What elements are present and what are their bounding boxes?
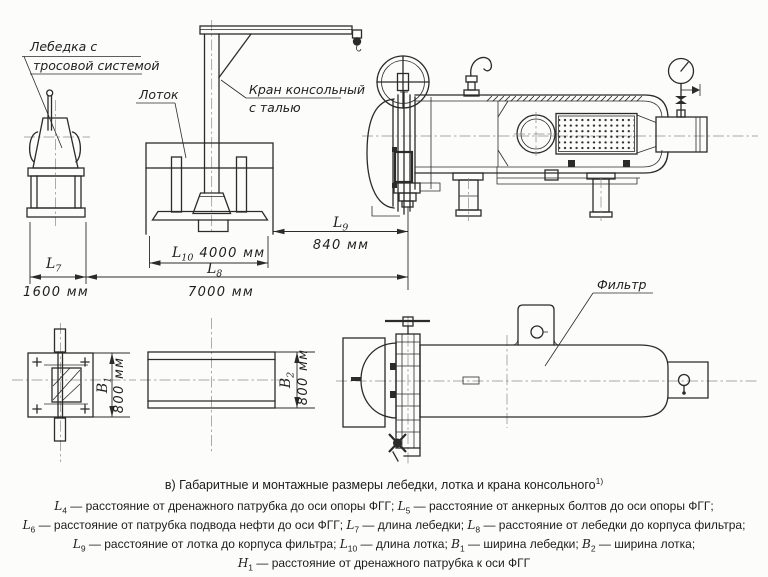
manhole: [514, 112, 558, 156]
dim-L8-value: 7000 мм: [188, 285, 254, 300]
winch-front-view: [24, 90, 90, 226]
vessel-side-view: [362, 56, 758, 221]
filter-label: [545, 277, 653, 366]
drain-nozzle: [394, 183, 440, 207]
dim-L10-label: $L_{10}$ 4000 мм: [172, 245, 266, 264]
tray-crane-front-view: [146, 20, 362, 234]
support-leg-right: [587, 173, 615, 221]
leader-labels: [22, 39, 653, 366]
svg-text:Лебедка с: Лебедка с: [30, 39, 98, 54]
outlet-nozzle: [656, 117, 707, 152]
dim-B2-value: 800 мм: [296, 348, 311, 406]
dim-L8: [86, 261, 408, 300]
filter-valve-stack: [385, 317, 430, 461]
dim-L8-symbol: $L_8$: [207, 261, 223, 280]
figure-caption: в) Габаритные и монтажные размеры лебедки, лотка и крана консольного$^{1)}$: [164, 476, 604, 493]
svg-text:тросовой системой: тросовой системой: [33, 58, 160, 73]
dim-B1-symbol: $B_1$: [95, 376, 114, 394]
svg-text:Кран консольный: Кран консольный: [249, 82, 366, 97]
dim-L9-value: 840 мм: [312, 238, 370, 253]
lifting-lug: [514, 305, 558, 345]
svg-text:Лоток: Лоток: [139, 87, 179, 102]
tray-plan-view: [140, 318, 315, 452]
dim-L9: [274, 215, 409, 253]
legend-line: $L_4$ — расстояние от дренажного патрубка до оси опоры ФГГ; $L_5$ — расстояние от анкерных болтов до оси опоры ФГГ;: [54, 499, 714, 516]
dim-L7-value: 1600 мм: [23, 285, 89, 300]
legend-line: $H_1$ — расстояние от дренажного патрубка к оси ФГГ: [237, 555, 531, 573]
winch-plan-view: [12, 323, 136, 462]
svg-text:с талью: с талью: [249, 100, 301, 115]
support-leg-left: [453, 173, 483, 221]
perforated-strainer: [556, 114, 656, 155]
pressure-gauge: [669, 59, 701, 118]
svg-text:Фильтр: Фильтр: [597, 277, 647, 292]
legend-line: $L_9$ — расстояние от лотка до корпуса фильтра; $L_{10}$ — длина лотка; $B_1$ — ширина лебедки; $B_2$ — ширина лотка;: [72, 536, 696, 554]
handwheel: [377, 56, 429, 108]
dim-L10: [150, 245, 269, 266]
dimension-lines: [23, 207, 408, 300]
dim-B2: [275, 349, 315, 408]
footnote-mark: 1): [595, 476, 604, 486]
lifting-hook: [464, 57, 491, 96]
dim-B1: [93, 353, 130, 417]
dim-B2-symbol: $B_2$: [278, 371, 297, 389]
filter-plan-view: [336, 305, 758, 464]
tray-label: [136, 87, 186, 158]
filter-outlet-nozzle: [668, 362, 708, 398]
crane-hoist-hook: [353, 30, 362, 51]
legend-line: $L_6$ — расстояние от патрубка подвода нефти до оси ФГГ; $L_7$ — длина лебедки; $L_8$ — расстояние от лебедки до корпуса фильтра;: [22, 517, 746, 535]
dim-L7: [23, 256, 89, 300]
dim-L7-symbol: $L_7$: [46, 256, 62, 275]
crane-label: [221, 80, 365, 115]
dim-B1-value: 800 мм: [112, 356, 127, 414]
legend: [0, 499, 768, 575]
dim-L9-symbol: $L_9$: [333, 215, 349, 234]
